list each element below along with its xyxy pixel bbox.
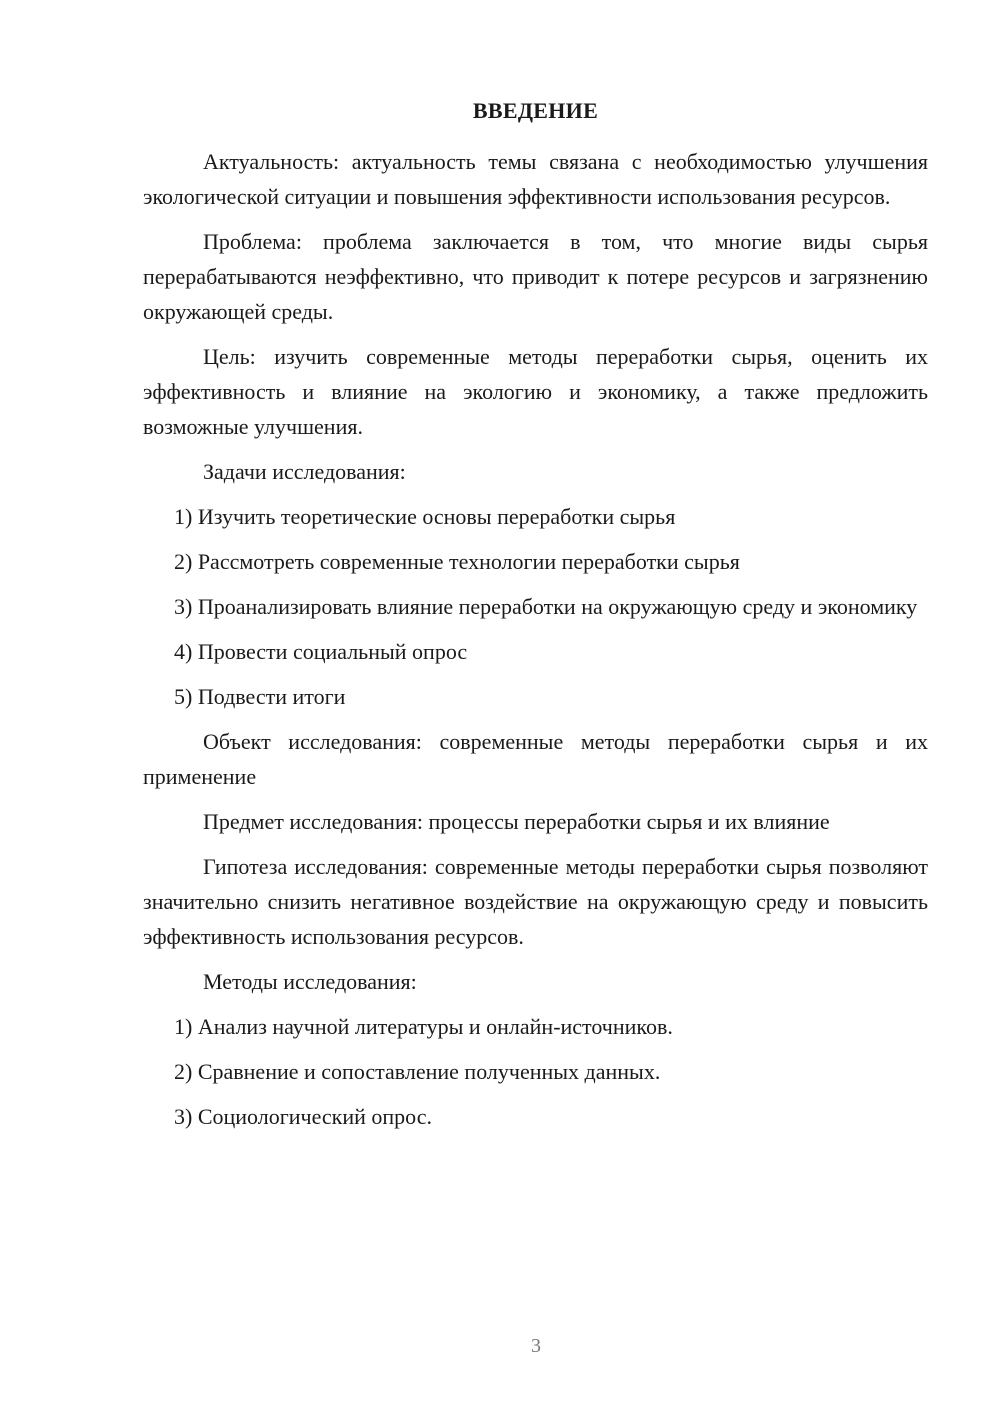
subject-paragraph: Предмет исследования: процессы переработки сырья и их влияние	[203, 809, 830, 834]
document-page	[143, 96, 928, 1144]
problem-paragraph: Проблема: проблема заключается в том, что многие виды сырья перерабатываются неэффективно, что приводит к потере ресурсов и загрязнению окружающей среды.	[143, 229, 928, 324]
task-item: 4) Провести социальный опрос	[174, 639, 468, 664]
task-item: 5) Подвести итоги	[174, 684, 346, 709]
object-paragraph: Объект исследования: современные методы переработки сырья и их применение	[143, 729, 928, 789]
section-heading: ВВЕДЕНИЕ	[472, 98, 599, 123]
task-item: 3) Проанализировать влияние переработки на окружающую среду и экономику	[174, 594, 918, 619]
hypothesis-paragraph: Гипотеза исследования: современные методы переработки сырья позволяют значительно снизить негативное воздействие на окружающую среду и повысить эффективность использования ресурсов.	[143, 854, 928, 949]
task-item: 2) Рассмотреть современные технологии переработки сырья	[174, 549, 740, 574]
relevance-paragraph: Актуальность: актуальность темы связана с необходимостью улучшения экологической ситуации и повышения эффективности использования ресурсов.	[143, 149, 928, 209]
method-item: 1) Анализ научной литературы и онлайн-источников.	[174, 1014, 673, 1039]
method-item: 2) Сравнение и сопоставление полученных данных.	[174, 1059, 661, 1084]
task-item: 1) Изучить теоретические основы переработки сырья	[174, 504, 676, 529]
page-number: 3	[531, 1335, 541, 1357]
goal-paragraph: Цель: изучить современные методы переработки сырья, оценить их эффективность и влияние на экологию и экономику, а также предложить возможные улучшения.	[143, 344, 928, 439]
tasks-heading: Задачи исследования:	[203, 459, 406, 484]
method-item: 3) Социологический опрос.	[174, 1104, 432, 1129]
methods-heading: Методы исследования:	[203, 969, 417, 994]
